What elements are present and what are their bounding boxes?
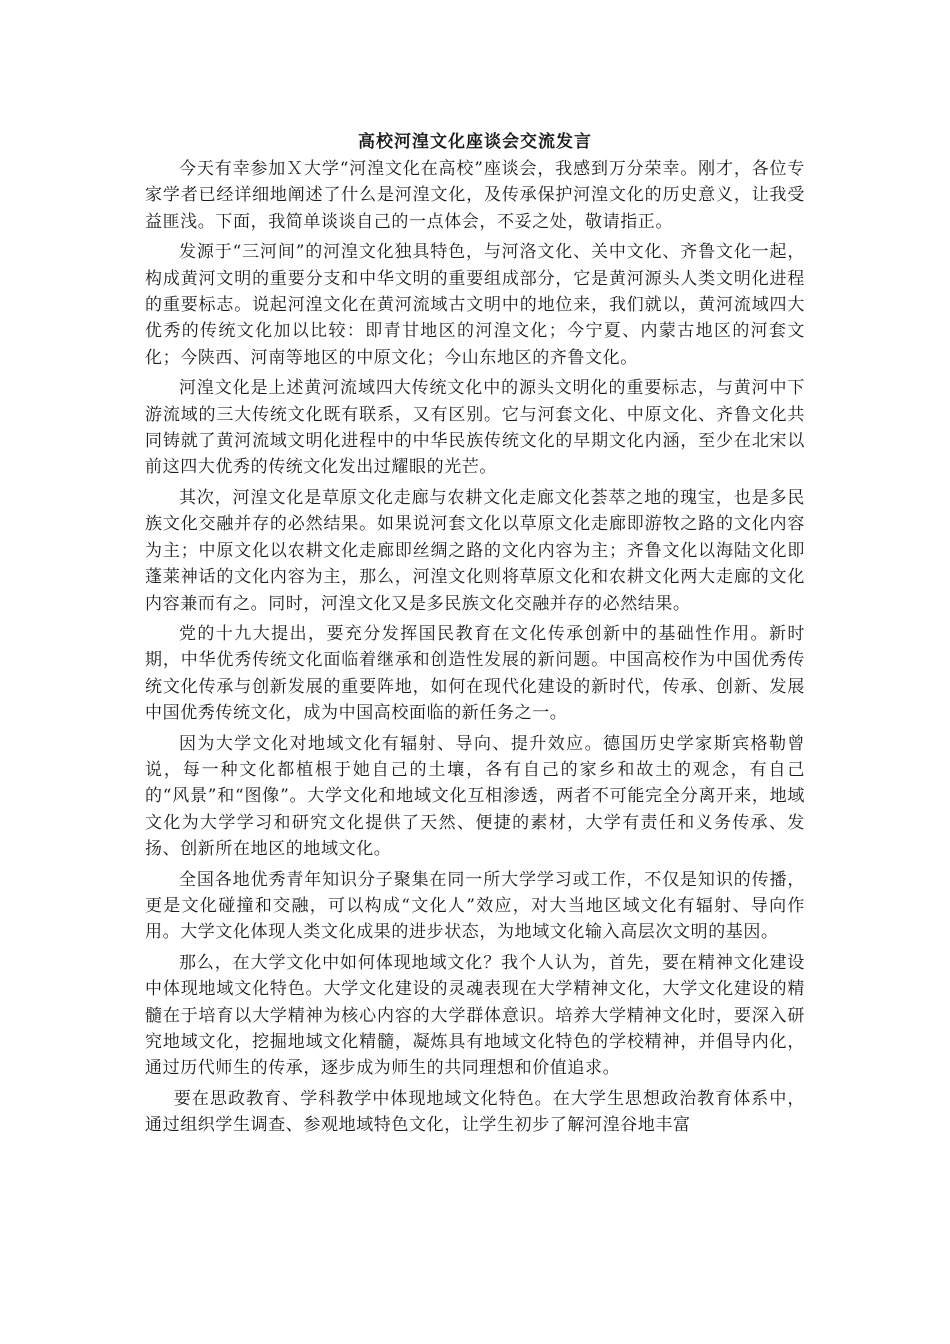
paragraph-7: 全国各地优秀青年知识分子聚集在同一所大学学习或工作，不仅是知识的传播，更是文化碰撞和交融，可以构成“文化人”效应，对大当地区域文化有辐射、导向作用。大学文化体现人类文化成果的进步状态，为地域文化输入高层次文明的基因。 (145, 869, 805, 943)
paragraph-1: 今天有幸参加Ｘ大学“河湟文化在高校”座谈会，我感到万分荣幸。刚才，各位专家学者已经详细地阐述了什么是河湟文化，及传承保护河湟文化的历史意义，让我受益匪浅。下面，我简单谈谈自己的一点体会，不妥之处，敬请指正。 (145, 159, 805, 232)
paragraph-3: 河湟文化是上述黄河流域四大传统文化中的源头文明化的重要标志，与黄河中下游流域的三大传统文化既有联系，又有区别。它与河套文化、中原文化、齐鲁文化共同铸就了黄河流域文明化进程中的中华民族传统文化的早期文化内涵，至少在北宋以前这四大优秀的传统文化发出过耀眼的光芒。 (145, 378, 805, 478)
document-page (145, 128, 805, 1143)
paragraph-2: 发源于“三河间”的河湟文化独具特色，与河洛文化、关中文化、齐鲁文化一起，构成黄河文明的重要分支和中华文明的重要组成部分，它是黄河源头人类文明化进程的重要标志。说起河湟文化在黄河流域古文明中的地位来，我们就以，黄河流域四大优秀的传统文化加以比较：即青甘地区的河湟文化；今宁夏、内蒙古地区的河套文化；今陕西、河南等地区的中原文化；今山东地区的齐鲁文化。 (145, 242, 805, 368)
document-title: 高校河湟文化座谈会交流发言 (358, 132, 592, 152)
paragraph-5: 党的十九大提出，要充分发挥国民教育在文化传承创新中的基础性作用。新时期，中华优秀传统文化面临着继承和创造性发展的新问题。中国高校作为中国优秀传统文化传承与创新发展的重要阵地，如何在现代化建设的新时代，传承、创新、发展中国优秀传统文化，成为中国高校面临的新任务之一。 (145, 623, 805, 724)
paragraph-4: 其次，河湟文化是草原文化走廊与农耕文化走廊文化荟萃之地的瑰宝，也是多民族文化交融并存的必然结果。如果说河套文化以草原文化走廊即游牧之路的文化内容为主；中原文化以农耕文化走廊即丝绸之路的文化内容为主；齐鲁文化以海陆文化即蓬莱神话的文化内容为主，那么，河湟文化则将草原文化和农耕文化两大走廊的文化内容兼而有之。同时，河湟文化又是多民族文化交融并存的必然结果。 (145, 487, 805, 614)
paragraph-9: 要在思政教育、学科教学中体现地域文化特色。在大学生思想政治教育体系中，通过组织学生调查、参观地域特色文化，让学生初步了解河湟谷地丰富 (145, 1088, 805, 1136)
paragraph-6: 因为大学文化对地域文化有辐射、导向、提升效应。德国历史学家斯宾格勒曾说，每一种文化都植根于她自己的土壤，各有自己的家乡和故土的观念，有自己的“风景”和“图像”。大学文化和地域文化互相渗透，两者不可能完全分离开来，地域文化为大学学习和研究文化提供了天然、便捷的素材，大学有责任和义务传承、发扬、创新所在地区的地域文化。 (145, 733, 805, 860)
paragraph-8: 那么，在大学文化中如何体现地域文化？我个人认为，首先，要在精神文化建设中体现地域文化特色。大学文化建设的灵魂表现在大学精神文化，大学文化建设的精髓在于培育以大学精神为核心内容的大学群体意识。培养大学精神文化时，要深入研究地域文化，挖掘地域文化精髓，凝炼具有地域文化特色的学校精神，并倡导内化，通过历代师生的传承，逐步成为师生的共同理想和价值追求。 (145, 952, 805, 1079)
